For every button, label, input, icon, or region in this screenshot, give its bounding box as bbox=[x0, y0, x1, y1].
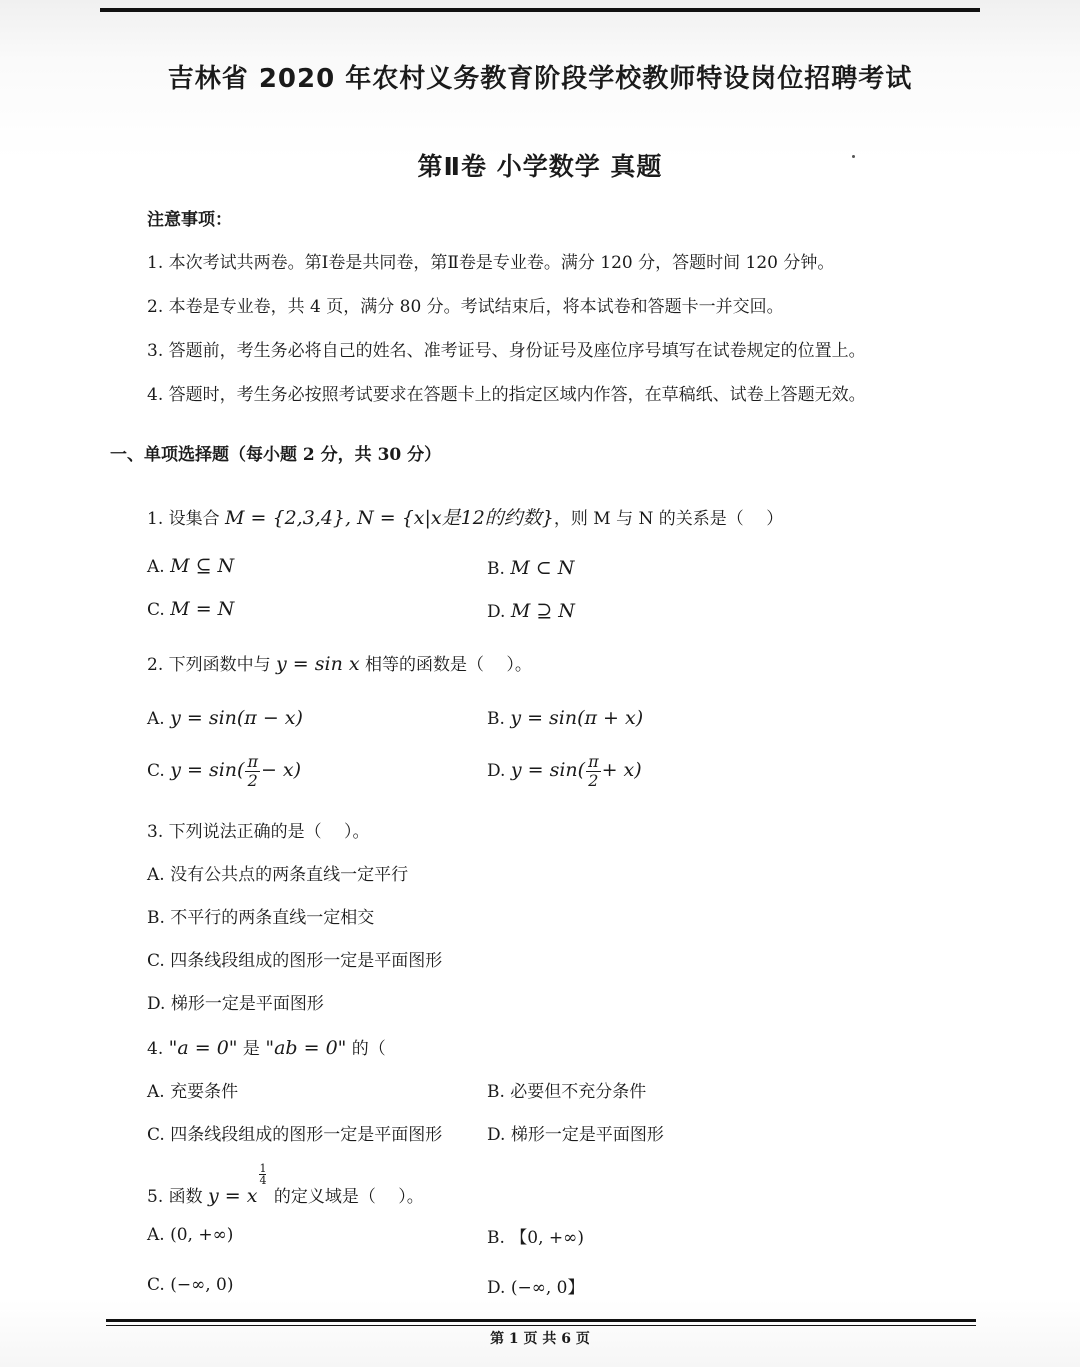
option-letter: A. bbox=[147, 709, 165, 729]
q1-option-c bbox=[147, 598, 234, 620]
exponent-fraction bbox=[259, 1163, 266, 1186]
q2-expression: y = sin x bbox=[276, 653, 360, 675]
q5-option-c: C. (−∞, 0) bbox=[147, 1275, 234, 1295]
q2-suffix: 相等的函数是（ ）。 bbox=[359, 655, 532, 675]
option-expression-start: y = sin( bbox=[510, 759, 586, 781]
q5-function: y = x bbox=[208, 1185, 258, 1207]
option-expression: M ⊇ N bbox=[510, 600, 575, 622]
q1-suffix: ，则 M 与 N 的关系是（ ） bbox=[553, 509, 784, 529]
note-item: 1. 本次考试共两卷。第Ⅰ卷是共同卷，第Ⅱ卷是专业卷。满分 120 分，答题时间 120 分钟。 bbox=[147, 253, 835, 273]
fraction bbox=[245, 754, 260, 789]
q4-option-c: C. 四条线段组成的图形一定是平面图形 bbox=[147, 1125, 443, 1145]
fraction-numerator: π bbox=[588, 752, 599, 771]
option-expression: M = N bbox=[170, 598, 235, 620]
q5-option-b: B. 【0, +∞) bbox=[487, 1228, 584, 1248]
fraction-denominator: 2 bbox=[588, 771, 599, 790]
option-letter: C. bbox=[147, 761, 165, 781]
question-1-stem bbox=[147, 503, 783, 530]
q4-option-d: D. 梯形一定是平面图形 bbox=[487, 1125, 664, 1145]
q1-option-b bbox=[487, 557, 574, 579]
q1-option-a bbox=[147, 555, 234, 577]
fraction-denominator: 2 bbox=[247, 771, 258, 790]
q5-suffix: 的定义域是（ ）。 bbox=[268, 1187, 424, 1207]
bottom-rule bbox=[106, 1319, 976, 1322]
option-letter: D. bbox=[487, 602, 506, 622]
fraction-numerator: π bbox=[247, 752, 258, 771]
option-expression: M ⊂ N bbox=[510, 557, 575, 579]
scan-speck bbox=[852, 155, 855, 158]
exponent-numerator: 1 bbox=[259, 1162, 267, 1175]
q5-option-a: A. (0, +∞) bbox=[147, 1225, 234, 1245]
q2-option-c bbox=[147, 754, 301, 789]
q1-option-d bbox=[487, 600, 575, 622]
q4-option-a: A. 充要条件 bbox=[147, 1082, 239, 1102]
q4-connector: 是 bbox=[237, 1039, 266, 1059]
question-5-stem bbox=[147, 1162, 424, 1207]
question-3-stem: 3. 下列说法正确的是（ ）。 bbox=[147, 822, 370, 842]
option-expression-start: y = sin( bbox=[170, 759, 245, 781]
q2-option-b bbox=[487, 707, 643, 729]
exponent-denominator: 4 bbox=[259, 1174, 267, 1187]
q5-option-d: D. (−∞, 0】 bbox=[487, 1278, 585, 1298]
note-item: 3. 答题前，考生务必将自己的姓名、准考证号、身份证号及座位序号填写在试卷规定的位置上。 bbox=[147, 341, 866, 361]
notes-heading: 注意事项： bbox=[147, 210, 232, 230]
option-letter: B. bbox=[487, 559, 505, 579]
q1-prefix: 1. 设集合 bbox=[147, 509, 226, 529]
q2-option-d bbox=[487, 754, 642, 789]
option-expression-end: + x) bbox=[601, 759, 642, 781]
option-letter: C. bbox=[147, 600, 165, 620]
option-letter: B. bbox=[487, 709, 505, 729]
q3-option-d: D. 梯形一定是平面图形 bbox=[147, 994, 324, 1014]
option-expression: y = sin(π − x) bbox=[170, 707, 303, 729]
option-letter: D. bbox=[487, 761, 506, 781]
option-expression: y = sin(π + x) bbox=[510, 707, 644, 729]
q4-number: 4. bbox=[147, 1039, 169, 1059]
option-letter: A. bbox=[147, 557, 165, 577]
q4-condition-1: "a = 0" bbox=[168, 1037, 238, 1059]
option-expression-end: − x) bbox=[260, 759, 302, 781]
page-number: 第 1 页 共 6 页 bbox=[490, 1331, 590, 1347]
q4-option-b: B. 必要但不充分条件 bbox=[487, 1082, 647, 1102]
note-item: 4. 答题时，考生务必按照考试要求在答题卡上的指定区域内作答，在草稿纸、试卷上答题无效。 bbox=[147, 385, 866, 405]
q5-prefix: 5. 函数 bbox=[147, 1187, 209, 1207]
q4-tail: 的（ bbox=[346, 1039, 386, 1059]
exam-subtitle: 第Ⅱ卷 小学数学 真题 bbox=[417, 152, 663, 181]
section-heading: 一、单项选择题（每小题 2 分，共 30 分） bbox=[110, 445, 442, 465]
top-rule bbox=[100, 8, 980, 12]
q3-option-c: C. 四条线段组成的图形一定是平面图形 bbox=[147, 951, 443, 971]
option-expression: M ⊆ N bbox=[170, 555, 235, 577]
q4-condition-2: "ab = 0" bbox=[265, 1037, 347, 1059]
q5-exponent bbox=[259, 1162, 267, 1187]
question-2-stem bbox=[147, 650, 532, 675]
note-item: 2. 本卷是专业卷，共 4 页，满分 80 分。考试结束后，将本试卷和答题卡一并交回。 bbox=[147, 297, 784, 317]
q3-option-b: B. 不平行的两条直线一定相交 bbox=[147, 908, 375, 928]
fraction bbox=[586, 754, 601, 789]
bottom-rule-thin bbox=[106, 1325, 976, 1326]
question-4-stem bbox=[147, 1034, 386, 1059]
q2-option-a bbox=[147, 707, 303, 729]
q1-expression: M = {2,3,4}, N = {x|x是12的约数} bbox=[225, 507, 554, 529]
exam-title: 吉林省 2020 年农村义务教育阶段学校教师特设岗位招聘考试 bbox=[167, 64, 913, 94]
q3-option-a: A. 没有公共点的两条直线一定平行 bbox=[147, 865, 409, 885]
q2-prefix: 2. 下列函数中与 bbox=[147, 655, 277, 675]
